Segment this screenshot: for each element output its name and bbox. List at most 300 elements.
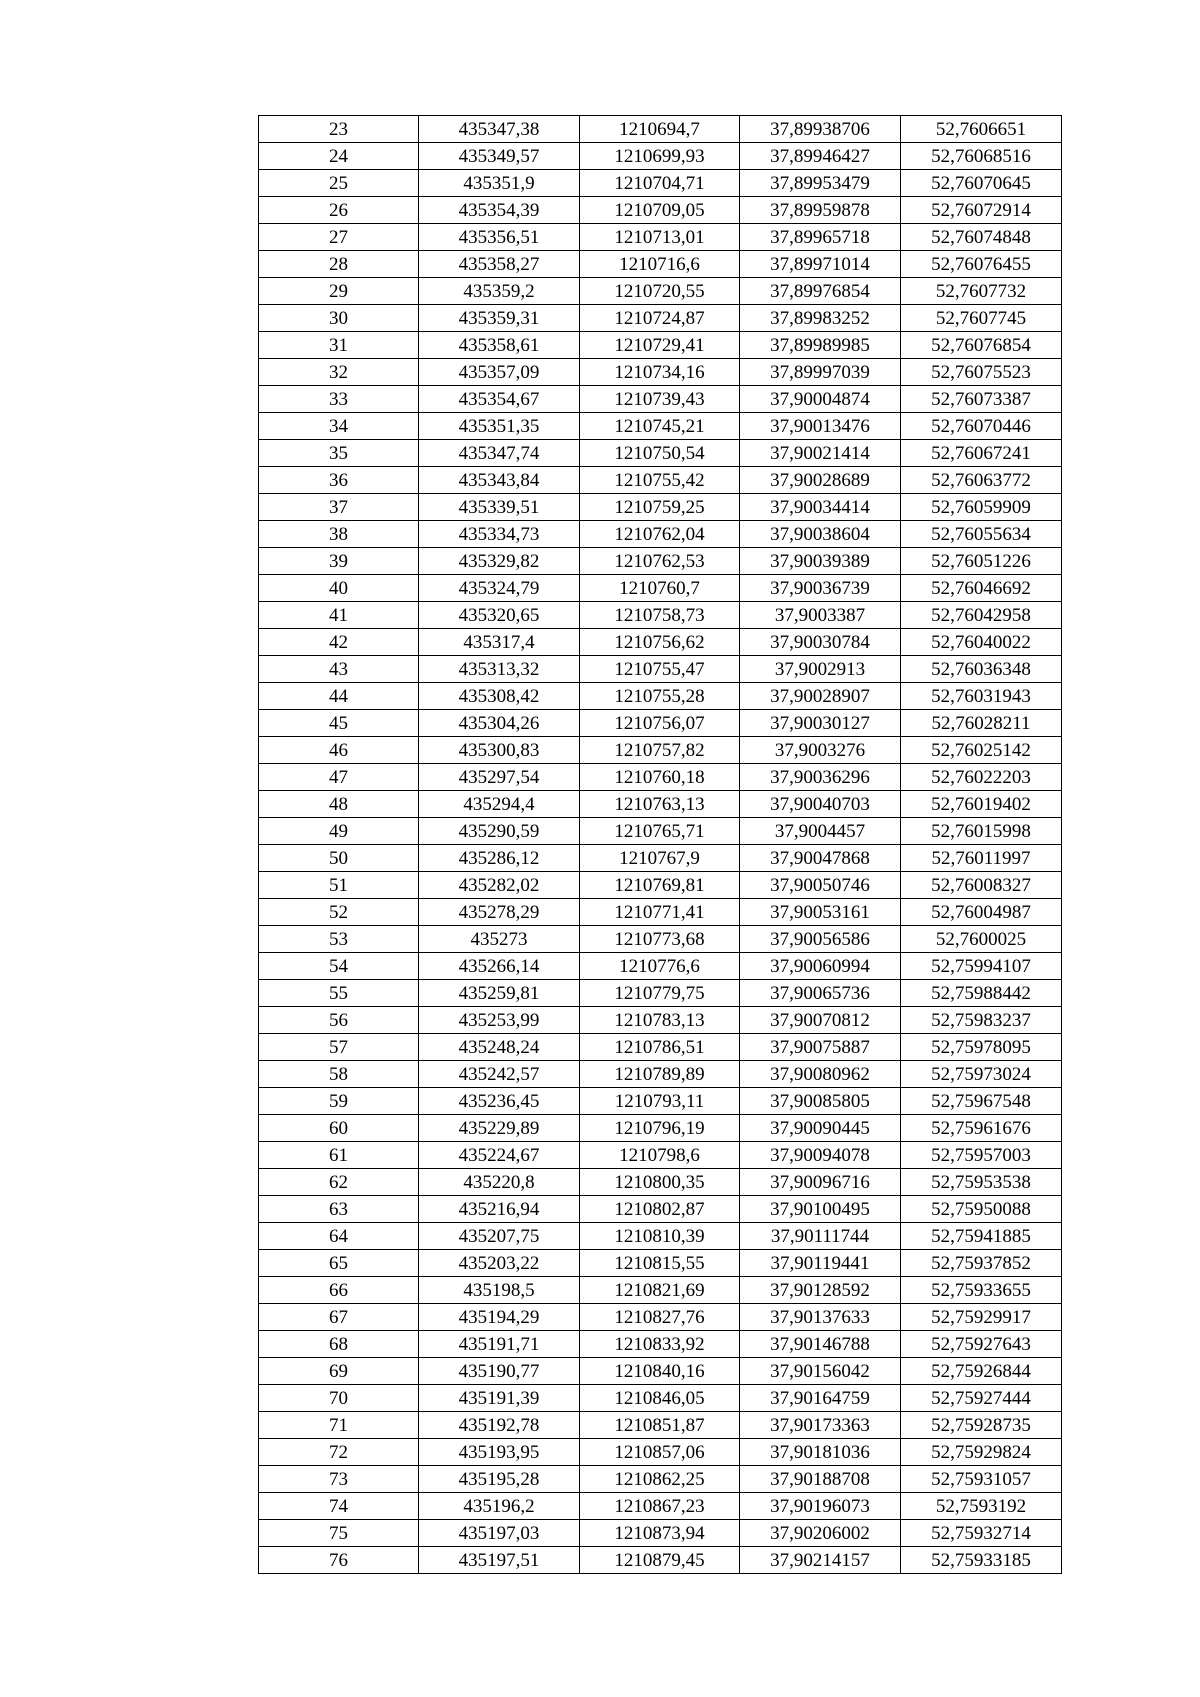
x-coordinate-cell: 435297,54: [419, 764, 580, 791]
point-number-cell: 47: [259, 764, 419, 791]
point-number-cell: 28: [259, 251, 419, 278]
point-number-cell: 38: [259, 521, 419, 548]
y-coordinate-cell: 1210786,51: [580, 1034, 740, 1061]
table-row: [259, 116, 1062, 143]
table-row: [259, 521, 1062, 548]
point-number-cell: 63: [259, 1196, 419, 1223]
table-row: [259, 602, 1062, 629]
latitude-cell: 52,76028211: [901, 710, 1062, 737]
latitude-cell: 52,76076455: [901, 251, 1062, 278]
latitude-cell: 52,76036348: [901, 656, 1062, 683]
longitude-cell: 37,89989985: [740, 332, 901, 359]
y-coordinate-cell: 1210800,35: [580, 1169, 740, 1196]
longitude-cell: 37,89938706: [740, 116, 901, 143]
table-row: [259, 1007, 1062, 1034]
x-coordinate-cell: 435216,94: [419, 1196, 580, 1223]
y-coordinate-cell: 1210709,05: [580, 197, 740, 224]
point-number-cell: 56: [259, 1007, 419, 1034]
table-row: [259, 1331, 1062, 1358]
point-number-cell: 70: [259, 1385, 419, 1412]
table-row: [259, 494, 1062, 521]
x-coordinate-cell: 435196,2: [419, 1493, 580, 1520]
latitude-cell: 52,76059909: [901, 494, 1062, 521]
latitude-cell: 52,75928735: [901, 1412, 1062, 1439]
table-row: [259, 926, 1062, 953]
table-row: [259, 1385, 1062, 1412]
x-coordinate-cell: 435194,29: [419, 1304, 580, 1331]
longitude-cell: 37,90075887: [740, 1034, 901, 1061]
x-coordinate-cell: 435359,31: [419, 305, 580, 332]
longitude-cell: 37,90111744: [740, 1223, 901, 1250]
table-row: [259, 359, 1062, 386]
x-coordinate-cell: 435224,67: [419, 1142, 580, 1169]
table-row: [259, 1412, 1062, 1439]
longitude-cell: 37,89946427: [740, 143, 901, 170]
point-number-cell: 73: [259, 1466, 419, 1493]
table-row: [259, 440, 1062, 467]
latitude-cell: 52,76042958: [901, 602, 1062, 629]
longitude-cell: 37,89997039: [740, 359, 901, 386]
point-number-cell: 43: [259, 656, 419, 683]
latitude-cell: 52,76004987: [901, 899, 1062, 926]
longitude-cell: 37,90214157: [740, 1547, 901, 1574]
point-number-cell: 46: [259, 737, 419, 764]
latitude-cell: 52,75937852: [901, 1250, 1062, 1277]
x-coordinate-cell: 435343,84: [419, 467, 580, 494]
latitude-cell: 52,75926844: [901, 1358, 1062, 1385]
y-coordinate-cell: 1210827,76: [580, 1304, 740, 1331]
point-number-cell: 74: [259, 1493, 419, 1520]
table-row: [259, 737, 1062, 764]
latitude-cell: 52,76070446: [901, 413, 1062, 440]
y-coordinate-cell: 1210798,6: [580, 1142, 740, 1169]
table-row: [259, 899, 1062, 926]
x-coordinate-cell: 435236,45: [419, 1088, 580, 1115]
table-row: [259, 872, 1062, 899]
x-coordinate-cell: 435304,26: [419, 710, 580, 737]
point-number-cell: 45: [259, 710, 419, 737]
y-coordinate-cell: 1210760,18: [580, 764, 740, 791]
y-coordinate-cell: 1210833,92: [580, 1331, 740, 1358]
x-coordinate-cell: 435248,24: [419, 1034, 580, 1061]
y-coordinate-cell: 1210699,93: [580, 143, 740, 170]
y-coordinate-cell: 1210776,6: [580, 953, 740, 980]
longitude-cell: 37,90196073: [740, 1493, 901, 1520]
table-row: [259, 1358, 1062, 1385]
latitude-cell: 52,75988442: [901, 980, 1062, 1007]
y-coordinate-cell: 1210756,07: [580, 710, 740, 737]
latitude-cell: 52,76072914: [901, 197, 1062, 224]
point-number-cell: 31: [259, 332, 419, 359]
x-coordinate-cell: 435356,51: [419, 224, 580, 251]
point-number-cell: 71: [259, 1412, 419, 1439]
x-coordinate-cell: 435195,28: [419, 1466, 580, 1493]
latitude-cell: 52,7600025: [901, 926, 1062, 953]
latitude-cell: 52,76022203: [901, 764, 1062, 791]
latitude-cell: 52,76031943: [901, 683, 1062, 710]
table-row: [259, 629, 1062, 656]
y-coordinate-cell: 1210758,73: [580, 602, 740, 629]
table-row: [259, 575, 1062, 602]
point-number-cell: 32: [259, 359, 419, 386]
longitude-cell: 37,90119441: [740, 1250, 901, 1277]
y-coordinate-cell: 1210759,25: [580, 494, 740, 521]
y-coordinate-cell: 1210769,81: [580, 872, 740, 899]
table-row: [259, 170, 1062, 197]
table-row: [259, 1250, 1062, 1277]
y-coordinate-cell: 1210755,42: [580, 467, 740, 494]
table-row: [259, 1277, 1062, 1304]
latitude-cell: 52,75933655: [901, 1277, 1062, 1304]
x-coordinate-cell: 435358,61: [419, 332, 580, 359]
longitude-cell: 37,90085805: [740, 1088, 901, 1115]
y-coordinate-cell: 1210879,45: [580, 1547, 740, 1574]
x-coordinate-cell: 435191,71: [419, 1331, 580, 1358]
table-row: [259, 305, 1062, 332]
point-number-cell: 69: [259, 1358, 419, 1385]
longitude-cell: 37,90070812: [740, 1007, 901, 1034]
table-row: [259, 278, 1062, 305]
y-coordinate-cell: 1210724,87: [580, 305, 740, 332]
latitude-cell: 52,7606651: [901, 116, 1062, 143]
point-number-cell: 52: [259, 899, 419, 926]
latitude-cell: 52,75950088: [901, 1196, 1062, 1223]
y-coordinate-cell: 1210796,19: [580, 1115, 740, 1142]
longitude-cell: 37,90030784: [740, 629, 901, 656]
longitude-cell: 37,90056586: [740, 926, 901, 953]
longitude-cell: 37,90080962: [740, 1061, 901, 1088]
point-number-cell: 35: [259, 440, 419, 467]
table-row: [259, 818, 1062, 845]
x-coordinate-cell: 435242,57: [419, 1061, 580, 1088]
latitude-cell: 52,7607745: [901, 305, 1062, 332]
x-coordinate-cell: 435300,83: [419, 737, 580, 764]
point-number-cell: 65: [259, 1250, 419, 1277]
table-row: [259, 953, 1062, 980]
x-coordinate-cell: 435286,12: [419, 845, 580, 872]
y-coordinate-cell: 1210765,71: [580, 818, 740, 845]
x-coordinate-cell: 435320,65: [419, 602, 580, 629]
x-coordinate-cell: 435197,51: [419, 1547, 580, 1574]
x-coordinate-cell: 435278,29: [419, 899, 580, 926]
longitude-cell: 37,90036739: [740, 575, 901, 602]
longitude-cell: 37,90039389: [740, 548, 901, 575]
point-number-cell: 67: [259, 1304, 419, 1331]
y-coordinate-cell: 1210763,13: [580, 791, 740, 818]
latitude-cell: 52,75929917: [901, 1304, 1062, 1331]
y-coordinate-cell: 1210767,9: [580, 845, 740, 872]
table-row: [259, 683, 1062, 710]
longitude-cell: 37,9002913: [740, 656, 901, 683]
longitude-cell: 37,90173363: [740, 1412, 901, 1439]
table-row: [259, 1196, 1062, 1223]
longitude-cell: 37,89971014: [740, 251, 901, 278]
point-number-cell: 49: [259, 818, 419, 845]
latitude-cell: 52,75973024: [901, 1061, 1062, 1088]
point-number-cell: 41: [259, 602, 419, 629]
longitude-cell: 37,89983252: [740, 305, 901, 332]
x-coordinate-cell: 435357,09: [419, 359, 580, 386]
longitude-cell: 37,9004457: [740, 818, 901, 845]
x-coordinate-cell: 435203,22: [419, 1250, 580, 1277]
y-coordinate-cell: 1210757,82: [580, 737, 740, 764]
table-row: [259, 1115, 1062, 1142]
latitude-cell: 52,7607732: [901, 278, 1062, 305]
latitude-cell: 52,76070645: [901, 170, 1062, 197]
x-coordinate-cell: 435273: [419, 926, 580, 953]
y-coordinate-cell: 1210846,05: [580, 1385, 740, 1412]
longitude-cell: 37,90146788: [740, 1331, 901, 1358]
point-number-cell: 53: [259, 926, 419, 953]
longitude-cell: 37,90096716: [740, 1169, 901, 1196]
table-row: [259, 710, 1062, 737]
point-number-cell: 48: [259, 791, 419, 818]
latitude-cell: 52,75933185: [901, 1547, 1062, 1574]
x-coordinate-cell: 435339,51: [419, 494, 580, 521]
y-coordinate-cell: 1210793,11: [580, 1088, 740, 1115]
x-coordinate-cell: 435290,59: [419, 818, 580, 845]
y-coordinate-cell: 1210802,87: [580, 1196, 740, 1223]
point-number-cell: 44: [259, 683, 419, 710]
latitude-cell: 52,76073387: [901, 386, 1062, 413]
latitude-cell: 52,75983237: [901, 1007, 1062, 1034]
y-coordinate-cell: 1210694,7: [580, 116, 740, 143]
x-coordinate-cell: 435220,8: [419, 1169, 580, 1196]
point-number-cell: 68: [259, 1331, 419, 1358]
point-number-cell: 40: [259, 575, 419, 602]
point-number-cell: 59: [259, 1088, 419, 1115]
longitude-cell: 37,90028689: [740, 467, 901, 494]
longitude-cell: 37,9003276: [740, 737, 901, 764]
point-number-cell: 27: [259, 224, 419, 251]
y-coordinate-cell: 1210739,43: [580, 386, 740, 413]
latitude-cell: 52,76025142: [901, 737, 1062, 764]
y-coordinate-cell: 1210789,89: [580, 1061, 740, 1088]
longitude-cell: 37,90036296: [740, 764, 901, 791]
y-coordinate-cell: 1210873,94: [580, 1520, 740, 1547]
latitude-cell: 52,76075523: [901, 359, 1062, 386]
point-number-cell: 76: [259, 1547, 419, 1574]
point-number-cell: 33: [259, 386, 419, 413]
y-coordinate-cell: 1210815,55: [580, 1250, 740, 1277]
table-row: [259, 1466, 1062, 1493]
table-row: [259, 548, 1062, 575]
longitude-cell: 37,90050746: [740, 872, 901, 899]
y-coordinate-cell: 1210760,7: [580, 575, 740, 602]
latitude-cell: 52,75978095: [901, 1034, 1062, 1061]
point-number-cell: 75: [259, 1520, 419, 1547]
point-number-cell: 24: [259, 143, 419, 170]
point-number-cell: 55: [259, 980, 419, 1007]
y-coordinate-cell: 1210771,41: [580, 899, 740, 926]
y-coordinate-cell: 1210750,54: [580, 440, 740, 467]
latitude-cell: 52,76051226: [901, 548, 1062, 575]
point-number-cell: 58: [259, 1061, 419, 1088]
point-number-cell: 34: [259, 413, 419, 440]
latitude-cell: 52,76011997: [901, 845, 1062, 872]
point-number-cell: 61: [259, 1142, 419, 1169]
point-number-cell: 23: [259, 116, 419, 143]
table-row: [259, 197, 1062, 224]
table-row: [259, 467, 1062, 494]
x-coordinate-cell: 435308,42: [419, 683, 580, 710]
x-coordinate-cell: 435351,35: [419, 413, 580, 440]
longitude-cell: 37,90053161: [740, 899, 901, 926]
longitude-cell: 37,90164759: [740, 1385, 901, 1412]
y-coordinate-cell: 1210729,41: [580, 332, 740, 359]
table-row: [259, 224, 1062, 251]
x-coordinate-cell: 435349,57: [419, 143, 580, 170]
x-coordinate-cell: 435359,2: [419, 278, 580, 305]
table-row: [259, 1439, 1062, 1466]
x-coordinate-cell: 435347,38: [419, 116, 580, 143]
longitude-cell: 37,89965718: [740, 224, 901, 251]
x-coordinate-cell: 435191,39: [419, 1385, 580, 1412]
x-coordinate-cell: 435354,39: [419, 197, 580, 224]
point-number-cell: 72: [259, 1439, 419, 1466]
longitude-cell: 37,90181036: [740, 1439, 901, 1466]
longitude-cell: 37,90206002: [740, 1520, 901, 1547]
x-coordinate-cell: 435351,9: [419, 170, 580, 197]
y-coordinate-cell: 1210773,68: [580, 926, 740, 953]
point-number-cell: 50: [259, 845, 419, 872]
longitude-cell: 37,90060994: [740, 953, 901, 980]
latitude-cell: 52,7593192: [901, 1493, 1062, 1520]
longitude-cell: 37,89976854: [740, 278, 901, 305]
latitude-cell: 52,76015998: [901, 818, 1062, 845]
longitude-cell: 37,90040703: [740, 791, 901, 818]
x-coordinate-cell: 435334,73: [419, 521, 580, 548]
y-coordinate-cell: 1210756,62: [580, 629, 740, 656]
longitude-cell: 37,90065736: [740, 980, 901, 1007]
y-coordinate-cell: 1210755,28: [580, 683, 740, 710]
latitude-cell: 52,75961676: [901, 1115, 1062, 1142]
latitude-cell: 52,75927444: [901, 1385, 1062, 1412]
x-coordinate-cell: 435197,03: [419, 1520, 580, 1547]
latitude-cell: 52,75994107: [901, 953, 1062, 980]
longitude-cell: 37,90094078: [740, 1142, 901, 1169]
table-row: [259, 1520, 1062, 1547]
y-coordinate-cell: 1210840,16: [580, 1358, 740, 1385]
latitude-cell: 52,76008327: [901, 872, 1062, 899]
longitude-cell: 37,90137633: [740, 1304, 901, 1331]
latitude-cell: 52,76040022: [901, 629, 1062, 656]
table-row: [259, 143, 1062, 170]
longitude-cell: 37,90090445: [740, 1115, 901, 1142]
latitude-cell: 52,75932714: [901, 1520, 1062, 1547]
y-coordinate-cell: 1210867,23: [580, 1493, 740, 1520]
point-number-cell: 37: [259, 494, 419, 521]
point-number-cell: 26: [259, 197, 419, 224]
point-number-cell: 25: [259, 170, 419, 197]
x-coordinate-cell: 435317,4: [419, 629, 580, 656]
x-coordinate-cell: 435192,78: [419, 1412, 580, 1439]
table-row: [259, 845, 1062, 872]
y-coordinate-cell: 1210755,47: [580, 656, 740, 683]
coordinates-table-body: [259, 116, 1062, 1574]
x-coordinate-cell: 435358,27: [419, 251, 580, 278]
table-row: [259, 980, 1062, 1007]
y-coordinate-cell: 1210862,25: [580, 1466, 740, 1493]
table-row: [259, 413, 1062, 440]
y-coordinate-cell: 1210745,21: [580, 413, 740, 440]
longitude-cell: 37,90156042: [740, 1358, 901, 1385]
table-row: [259, 1061, 1062, 1088]
point-number-cell: 57: [259, 1034, 419, 1061]
longitude-cell: 37,90013476: [740, 413, 901, 440]
longitude-cell: 37,90028907: [740, 683, 901, 710]
y-coordinate-cell: 1210821,69: [580, 1277, 740, 1304]
table-row: [259, 764, 1062, 791]
x-coordinate-cell: 435354,67: [419, 386, 580, 413]
x-coordinate-cell: 435282,02: [419, 872, 580, 899]
point-number-cell: 66: [259, 1277, 419, 1304]
point-number-cell: 42: [259, 629, 419, 656]
latitude-cell: 52,76068516: [901, 143, 1062, 170]
latitude-cell: 52,75927643: [901, 1331, 1062, 1358]
longitude-cell: 37,90004874: [740, 386, 901, 413]
y-coordinate-cell: 1210704,71: [580, 170, 740, 197]
table-row: [259, 1493, 1062, 1520]
latitude-cell: 52,76019402: [901, 791, 1062, 818]
y-coordinate-cell: 1210713,01: [580, 224, 740, 251]
x-coordinate-cell: 435329,82: [419, 548, 580, 575]
x-coordinate-cell: 435313,32: [419, 656, 580, 683]
y-coordinate-cell: 1210857,06: [580, 1439, 740, 1466]
y-coordinate-cell: 1210810,39: [580, 1223, 740, 1250]
x-coordinate-cell: 435324,79: [419, 575, 580, 602]
point-number-cell: 62: [259, 1169, 419, 1196]
longitude-cell: 37,90034414: [740, 494, 901, 521]
table-row: [259, 656, 1062, 683]
x-coordinate-cell: 435294,4: [419, 791, 580, 818]
table-row: [259, 1169, 1062, 1196]
longitude-cell: 37,90188708: [740, 1466, 901, 1493]
table-row: [259, 1088, 1062, 1115]
point-number-cell: 64: [259, 1223, 419, 1250]
y-coordinate-cell: 1210762,04: [580, 521, 740, 548]
longitude-cell: 37,90038604: [740, 521, 901, 548]
y-coordinate-cell: 1210783,13: [580, 1007, 740, 1034]
table-row: [259, 1142, 1062, 1169]
latitude-cell: 52,75957003: [901, 1142, 1062, 1169]
x-coordinate-cell: 435207,75: [419, 1223, 580, 1250]
longitude-cell: 37,89959878: [740, 197, 901, 224]
point-number-cell: 54: [259, 953, 419, 980]
table-row: [259, 1034, 1062, 1061]
latitude-cell: 52,76046692: [901, 575, 1062, 602]
point-number-cell: 36: [259, 467, 419, 494]
x-coordinate-cell: 435259,81: [419, 980, 580, 1007]
latitude-cell: 52,76076854: [901, 332, 1062, 359]
table-row: [259, 1304, 1062, 1331]
x-coordinate-cell: 435193,95: [419, 1439, 580, 1466]
longitude-cell: 37,90128592: [740, 1277, 901, 1304]
y-coordinate-cell: 1210734,16: [580, 359, 740, 386]
table-row: [259, 251, 1062, 278]
table-row: [259, 791, 1062, 818]
longitude-cell: 37,89953479: [740, 170, 901, 197]
table-row: [259, 332, 1062, 359]
y-coordinate-cell: 1210851,87: [580, 1412, 740, 1439]
latitude-cell: 52,76055634: [901, 521, 1062, 548]
point-number-cell: 60: [259, 1115, 419, 1142]
x-coordinate-cell: 435253,99: [419, 1007, 580, 1034]
x-coordinate-cell: 435347,74: [419, 440, 580, 467]
longitude-cell: 37,90030127: [740, 710, 901, 737]
latitude-cell: 52,76067241: [901, 440, 1062, 467]
point-number-cell: 29: [259, 278, 419, 305]
